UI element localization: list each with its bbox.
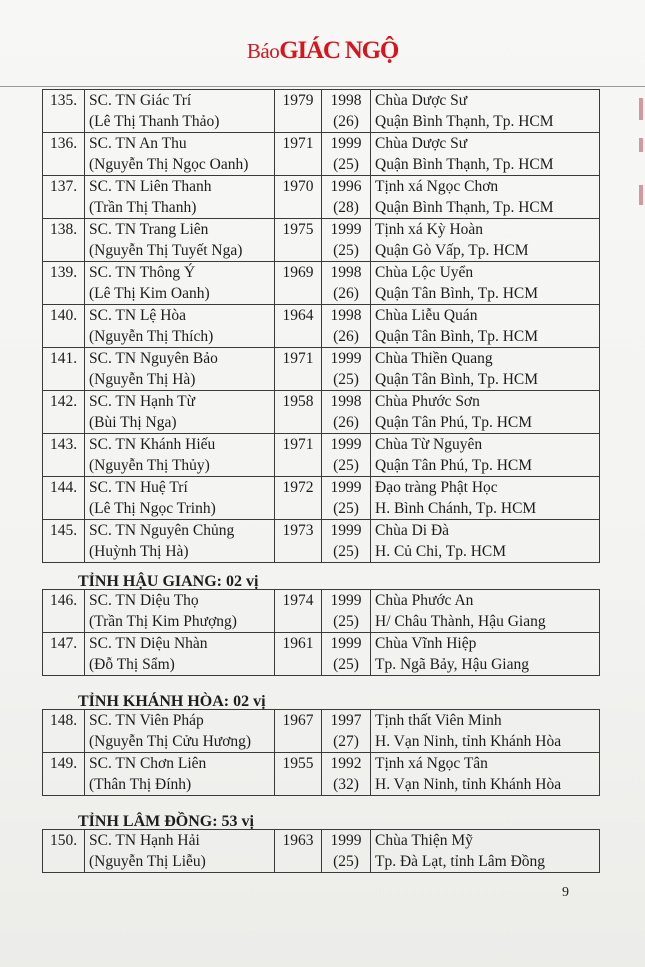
lay-name: (Lê Thị Ngọc Trinh) xyxy=(89,500,216,517)
temple-name: Tịnh xá Ngọc Tân xyxy=(375,755,488,772)
table-row xyxy=(43,477,600,520)
lay-name: (Nguyễn Thị Cửu Hương) xyxy=(89,733,252,750)
ordination-year: 1998 xyxy=(330,393,362,410)
lay-name: (Thân Thị Đính) xyxy=(89,776,192,793)
birth-year: 1974 xyxy=(282,592,314,609)
name-cell xyxy=(85,590,275,633)
dharma-name: SC. TN An Thu xyxy=(89,135,187,152)
name-cell xyxy=(85,90,275,133)
ordination-year: 1998 xyxy=(330,264,362,281)
ordination-year: 1999 xyxy=(330,135,362,152)
lay-name: (Nguyễn Thị Ngọc Oanh) xyxy=(89,156,249,173)
dharma-name: SC. TN Viên Pháp xyxy=(89,712,204,729)
ordination-year: 1999 xyxy=(330,522,362,539)
section-title-khanh-hoa: TỈNH KHÁNH HÒA: 02 vị xyxy=(78,693,266,710)
masthead-logo xyxy=(0,38,645,63)
row-number-cell xyxy=(43,477,85,520)
temple-name: Chùa Di Đà xyxy=(375,522,450,539)
temple-cell xyxy=(371,176,600,219)
ordination-cell xyxy=(322,434,371,477)
lay-name: (Nguyễn Thị Thích) xyxy=(89,328,214,345)
years-count: (27) xyxy=(333,733,359,750)
birth-year-cell xyxy=(275,90,322,133)
name-cell xyxy=(85,710,275,753)
row-number-cell xyxy=(43,633,85,676)
name-cell xyxy=(85,434,275,477)
ordination-cell xyxy=(322,262,371,305)
years-count: (25) xyxy=(333,242,359,259)
lay-name: (Nguyễn Thị Liễu) xyxy=(89,853,206,870)
ordination-year: 1999 xyxy=(330,592,362,609)
row-number: 135. xyxy=(49,92,78,109)
name-cell xyxy=(85,176,275,219)
birth-year: 1972 xyxy=(282,479,314,496)
birth-year-cell xyxy=(275,391,322,434)
temple-location: H/ Châu Thành, Hậu Giang xyxy=(375,613,546,630)
name-cell xyxy=(85,391,275,434)
birth-year-cell xyxy=(275,830,322,873)
row-number-cell xyxy=(43,90,85,133)
birth-year-cell xyxy=(275,520,322,563)
masthead-divider xyxy=(0,86,645,87)
temple-location: H. Củ Chi, Tp. HCM xyxy=(375,543,507,560)
birth-year-cell xyxy=(275,477,322,520)
birth-year-cell xyxy=(275,753,322,796)
temple-name: Chùa Lộc Uyển xyxy=(375,264,474,281)
dharma-name: SC. TN Giác Trí xyxy=(89,92,192,109)
years-count: (26) xyxy=(333,113,359,130)
table-row xyxy=(43,590,600,633)
name-cell xyxy=(85,477,275,520)
birth-year-cell xyxy=(275,710,322,753)
ordination-cell xyxy=(322,520,371,563)
row-number-cell xyxy=(43,305,85,348)
lay-name: (Nguyễn Thị Thủy) xyxy=(89,457,210,474)
page-edge-marks xyxy=(635,90,645,250)
temple-location: Quận Tân Bình, Tp. HCM xyxy=(375,328,539,345)
masthead-prefix: Báo xyxy=(246,39,280,63)
years-count: (26) xyxy=(333,285,359,302)
dharma-name: SC. TN Khánh Hiếu xyxy=(89,436,216,453)
dharma-name: SC. TN Nguyên Chủng xyxy=(89,522,235,539)
ordination-year: 1999 xyxy=(330,436,362,453)
birth-year-cell xyxy=(275,633,322,676)
temple-location: Quận Tân Bình, Tp. HCM xyxy=(375,285,539,302)
temple-location: Quận Gò Vấp, Tp. HCM xyxy=(375,242,529,259)
masthead-name: GIÁC NGỘ xyxy=(279,37,399,64)
name-cell xyxy=(85,348,275,391)
row-number: 143. xyxy=(49,436,78,453)
row-number: 146. xyxy=(49,592,78,609)
temple-name: Đạo tràng Phật Học xyxy=(375,479,498,496)
dharma-name: SC. TN Huệ Trí xyxy=(89,479,188,496)
dharma-name: SC. TN Hạnh Hải xyxy=(89,832,200,849)
temple-cell xyxy=(371,830,600,873)
table-row xyxy=(43,176,600,219)
temple-location: Tp. Ngã Bảy, Hậu Giang xyxy=(375,656,529,673)
ordination-cell xyxy=(322,133,371,176)
dharma-name: SC. TN Nguyên Bảo xyxy=(89,350,218,367)
row-number-cell xyxy=(43,590,85,633)
name-cell xyxy=(85,753,275,796)
temple-name: Chùa Vĩnh Hiệp xyxy=(375,635,477,652)
years-count: (25) xyxy=(333,500,359,517)
temple-cell xyxy=(371,305,600,348)
row-number: 144. xyxy=(49,479,78,496)
lay-name: (Lê Thị Kim Oanh) xyxy=(89,285,210,302)
birth-year: 1979 xyxy=(282,92,314,109)
ordination-year: 1999 xyxy=(330,832,362,849)
years-count: (32) xyxy=(333,776,359,793)
temple-name: Chùa Phước Sơn xyxy=(375,393,480,410)
row-number: 139. xyxy=(49,264,78,281)
ordination-cell xyxy=(322,477,371,520)
dharma-name: SC. TN Hạnh Từ xyxy=(89,393,196,410)
years-count: (26) xyxy=(333,414,359,431)
birth-year-cell xyxy=(275,305,322,348)
table-row xyxy=(43,434,600,477)
table-row xyxy=(43,348,600,391)
temple-location: H. Vạn Ninh, tỉnh Khánh Hòa xyxy=(375,733,562,750)
birth-year: 1971 xyxy=(282,135,314,152)
temple-location: Quận Bình Thạnh, Tp. HCM xyxy=(375,199,554,216)
temple-name: Chùa Dược Sư xyxy=(375,135,468,152)
ordination-year: 1999 xyxy=(330,479,362,496)
table-row xyxy=(43,710,600,753)
birth-year: 1971 xyxy=(282,350,314,367)
years-count: (26) xyxy=(333,328,359,345)
birth-year: 1969 xyxy=(282,264,314,281)
lay-name: (Lê Thị Thanh Thảo) xyxy=(89,113,220,130)
ordination-cell xyxy=(322,90,371,133)
name-cell xyxy=(85,633,275,676)
temple-cell xyxy=(371,262,600,305)
row-number: 138. xyxy=(49,221,78,238)
lay-name: (Trần Thị Thanh) xyxy=(89,199,197,216)
temple-name: Chùa Thiền Quang xyxy=(375,350,493,367)
row-number-cell xyxy=(43,830,85,873)
temple-cell xyxy=(371,710,600,753)
birth-year-cell xyxy=(275,176,322,219)
birth-year: 1963 xyxy=(282,832,314,849)
monastic-table xyxy=(42,709,600,796)
lay-name: (Bùi Thị Nga) xyxy=(89,414,177,431)
birth-year: 1973 xyxy=(282,522,314,539)
temple-name: Chùa Liễu Quán xyxy=(375,307,478,324)
row-number-cell xyxy=(43,133,85,176)
name-cell xyxy=(85,830,275,873)
table-row xyxy=(43,391,600,434)
birth-year: 1970 xyxy=(282,178,314,195)
birth-year-cell xyxy=(275,219,322,262)
dharma-name: SC. TN Liên Thanh xyxy=(89,178,212,195)
dharma-name: SC. TN Diệu Nhàn xyxy=(89,635,208,652)
years-count: (25) xyxy=(333,457,359,474)
temple-location: H. Vạn Ninh, tỉnh Khánh Hòa xyxy=(375,776,562,793)
temple-location: Quận Tân Bình, Tp. HCM xyxy=(375,371,539,388)
lay-name: (Trần Thị Kim Phượng) xyxy=(89,613,237,630)
temple-location: Tp. Đà Lạt, tỉnh Lâm Đồng xyxy=(375,853,546,870)
temple-cell xyxy=(371,133,600,176)
ordination-year: 1999 xyxy=(330,350,362,367)
birth-year: 1958 xyxy=(282,393,314,410)
row-number-cell xyxy=(43,434,85,477)
temple-location: Quận Tân Phú, Tp. HCM xyxy=(375,457,533,474)
dharma-name: SC. TN Diệu Thọ xyxy=(89,592,199,609)
row-number: 142. xyxy=(49,393,78,410)
birth-year-cell xyxy=(275,348,322,391)
dharma-name: SC. TN Lệ Hòa xyxy=(89,307,187,324)
ordination-year: 1992 xyxy=(330,755,362,772)
birth-year: 1975 xyxy=(282,221,314,238)
row-number: 140. xyxy=(49,307,78,324)
row-number-cell xyxy=(43,219,85,262)
ordination-cell xyxy=(322,176,371,219)
row-number-cell xyxy=(43,176,85,219)
temple-location: Quận Tân Phú, Tp. HCM xyxy=(375,414,533,431)
dharma-name: SC. TN Chơn Liên xyxy=(89,755,207,772)
name-cell xyxy=(85,305,275,348)
years-count: (25) xyxy=(333,613,359,630)
temple-cell xyxy=(371,90,600,133)
temple-cell xyxy=(371,520,600,563)
temple-name: Chùa Dược Sư xyxy=(375,92,468,109)
ordination-year: 1996 xyxy=(330,178,362,195)
row-number-cell xyxy=(43,262,85,305)
birth-year-cell xyxy=(275,262,322,305)
temple-location: Quận Bình Thạnh, Tp. HCM xyxy=(375,156,554,173)
table-row xyxy=(43,90,600,133)
birth-year: 1964 xyxy=(282,307,314,324)
ordination-cell xyxy=(322,830,371,873)
years-count: (25) xyxy=(333,156,359,173)
temple-name: Chùa Thiện Mỹ xyxy=(375,832,473,849)
row-number-cell xyxy=(43,391,85,434)
temple-cell xyxy=(371,590,600,633)
monastic-table xyxy=(42,89,600,563)
name-cell xyxy=(85,219,275,262)
lay-name: (Nguyễn Thị Tuyết Nga) xyxy=(89,242,243,259)
table-row xyxy=(43,133,600,176)
ordination-year: 1999 xyxy=(330,221,362,238)
lay-name: (Huỳnh Thị Hà) xyxy=(89,543,189,560)
row-number-cell xyxy=(43,520,85,563)
table-row xyxy=(43,633,600,676)
years-count: (28) xyxy=(333,199,359,216)
row-number: 137. xyxy=(49,178,78,195)
ordination-cell xyxy=(322,710,371,753)
temple-name: Chùa Từ Nguyên xyxy=(375,436,483,453)
row-number: 148. xyxy=(49,712,78,729)
dharma-name: SC. TN Trang Liên xyxy=(89,221,209,238)
lay-name: (Nguyễn Thị Hà) xyxy=(89,371,196,388)
temple-cell xyxy=(371,391,600,434)
years-count: (25) xyxy=(333,656,359,673)
ordination-year: 1999 xyxy=(330,635,362,652)
lay-name: (Đỗ Thị Sẩm) xyxy=(89,656,175,673)
ordination-cell xyxy=(322,348,371,391)
name-cell xyxy=(85,262,275,305)
birth-year-cell xyxy=(275,590,322,633)
birth-year: 1955 xyxy=(282,755,314,772)
years-count: (25) xyxy=(333,853,359,870)
row-number: 141. xyxy=(49,350,78,367)
row-number: 150. xyxy=(49,832,78,849)
row-number-cell xyxy=(43,348,85,391)
table-row xyxy=(43,262,600,305)
temple-cell xyxy=(371,633,600,676)
temple-name: Tịnh xá Ngọc Chơn xyxy=(375,178,499,195)
birth-year: 1967 xyxy=(282,712,314,729)
ordination-cell xyxy=(322,633,371,676)
table-row xyxy=(43,520,600,563)
name-cell xyxy=(85,520,275,563)
ordination-cell xyxy=(322,391,371,434)
table-row xyxy=(43,305,600,348)
row-number-cell xyxy=(43,710,85,753)
temple-cell xyxy=(371,753,600,796)
monastic-table xyxy=(42,589,600,676)
ordination-cell xyxy=(322,590,371,633)
page-number: 9 xyxy=(562,885,569,900)
years-count: (25) xyxy=(333,371,359,388)
row-number: 147. xyxy=(49,635,78,652)
ordination-cell xyxy=(322,219,371,262)
ordination-cell xyxy=(322,305,371,348)
temple-location: Quận Bình Thạnh, Tp. HCM xyxy=(375,113,554,130)
temple-name: Chùa Phước An xyxy=(375,592,474,609)
dharma-name: SC. TN Thông Ý xyxy=(89,264,196,281)
table-row xyxy=(43,753,600,796)
birth-year-cell xyxy=(275,434,322,477)
temple-cell xyxy=(371,219,600,262)
ordination-year: 1998 xyxy=(330,92,362,109)
temple-cell xyxy=(371,477,600,520)
birth-year: 1971 xyxy=(282,436,314,453)
section-title-lam-dong: TỈNH LÂM ĐỒNG: 53 vị xyxy=(78,813,254,830)
ordination-year: 1997 xyxy=(330,712,362,729)
section-title-hau-giang: TỈNH HẬU GIANG: 02 vị xyxy=(78,573,259,590)
temple-name: Tịnh thất Viên Minh xyxy=(375,712,502,729)
birth-year: 1961 xyxy=(282,635,314,652)
ordination-cell xyxy=(322,753,371,796)
years-count: (25) xyxy=(333,543,359,560)
temple-name: Tịnh xá Kỳ Hoàn xyxy=(375,221,484,238)
row-number: 149. xyxy=(49,755,78,772)
birth-year-cell xyxy=(275,133,322,176)
temple-cell xyxy=(371,348,600,391)
table-row xyxy=(43,219,600,262)
temple-location: H. Bình Chánh, Tp. HCM xyxy=(375,500,537,517)
row-number-cell xyxy=(43,753,85,796)
row-number: 136. xyxy=(49,135,78,152)
ordination-year: 1998 xyxy=(330,307,362,324)
table-row xyxy=(43,830,600,873)
temple-cell xyxy=(371,434,600,477)
name-cell xyxy=(85,133,275,176)
row-number: 145. xyxy=(49,522,78,539)
monastic-table xyxy=(42,829,600,873)
